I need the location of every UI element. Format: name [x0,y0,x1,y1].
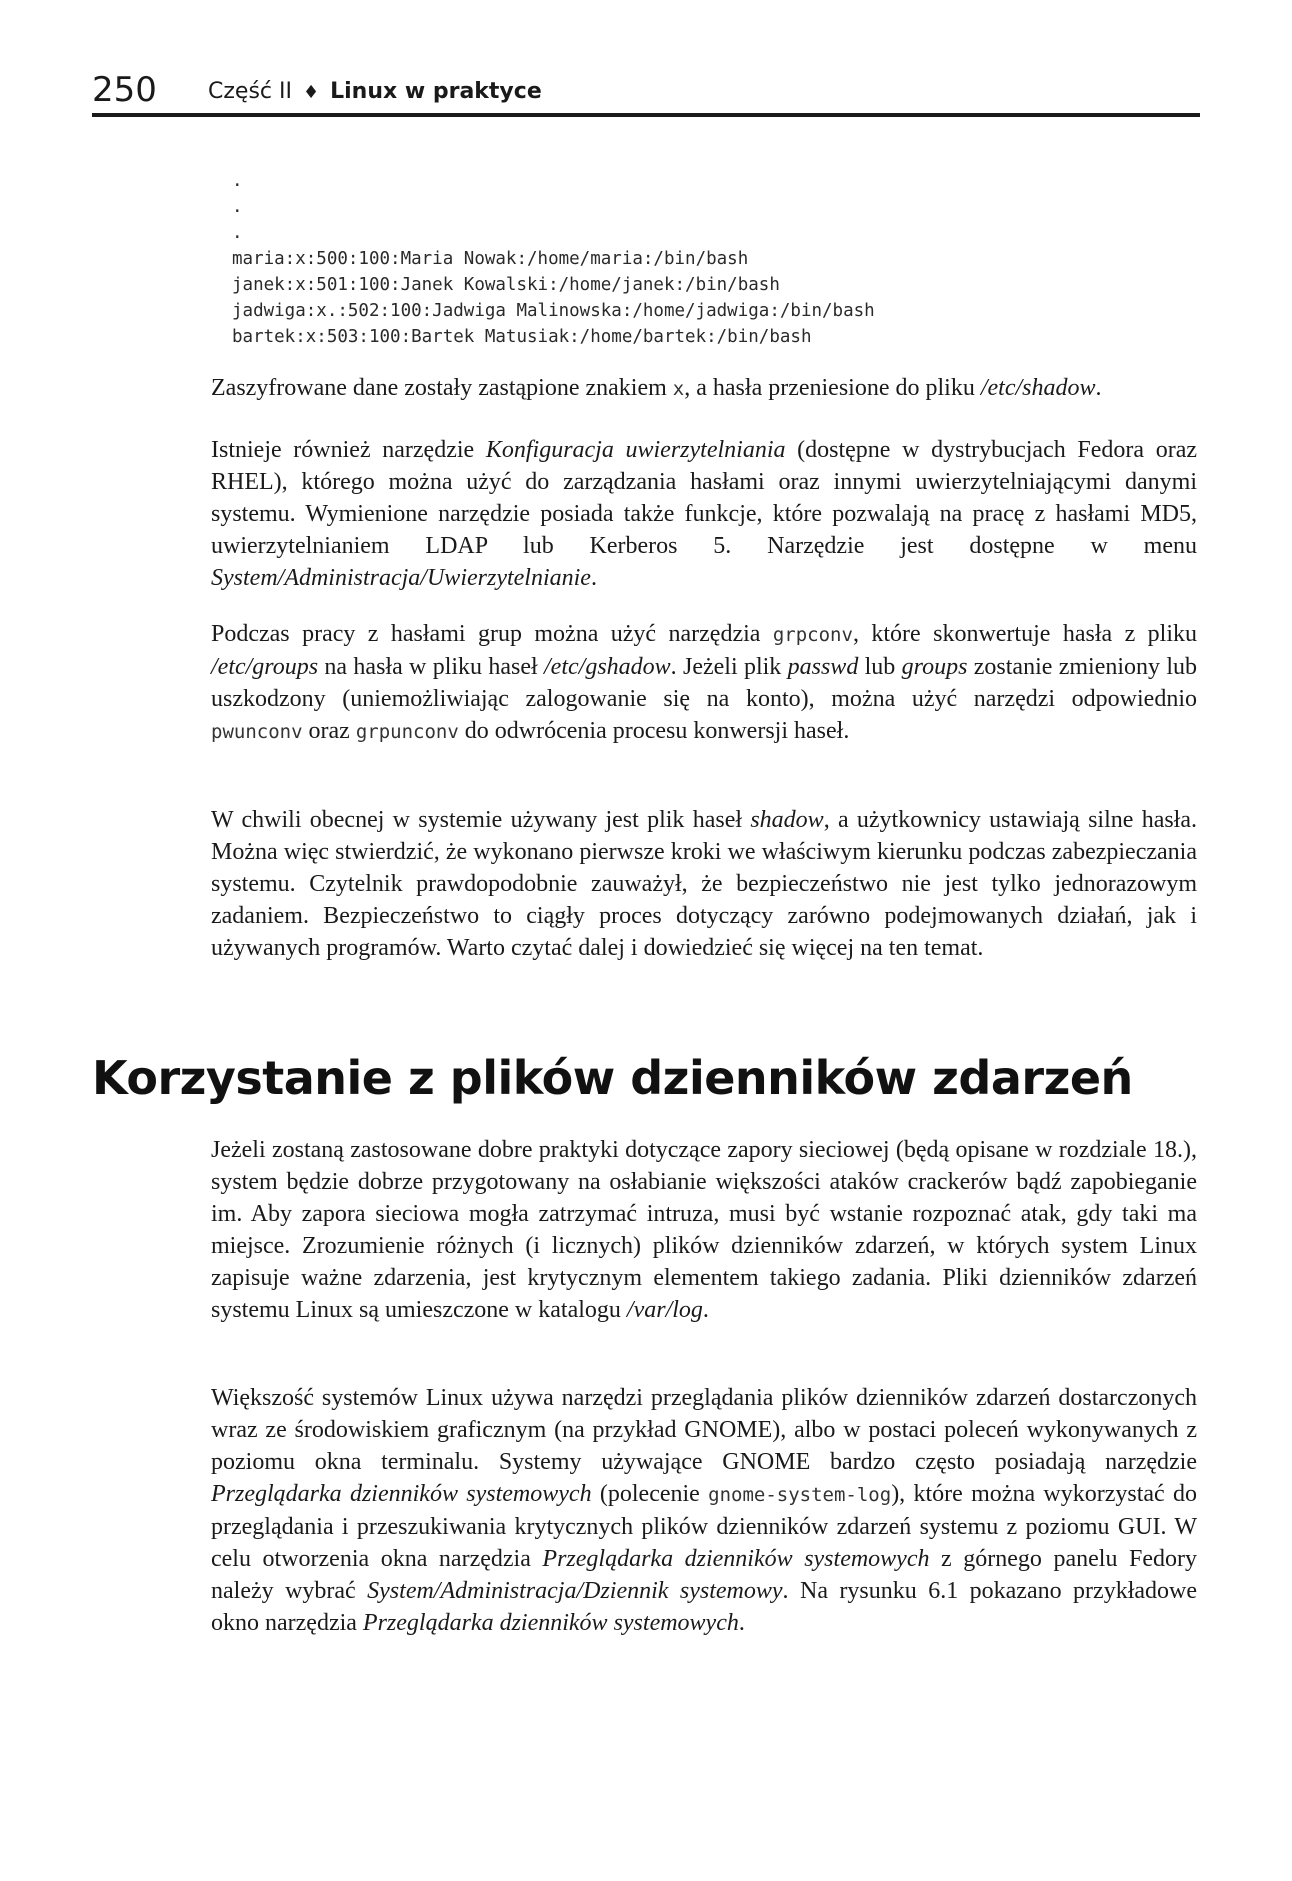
text: Większość systemów Linux używa narzędzi przeglądania plików dzienników zdarzeń dostarczonych wraz ze środowiskiem graficznym (na przykład GNOME), albo w postaci poleceń wykonywanych z poziomu okna terminalu. Systemy używające GNOME bardzo często posiadają narzędzie [211,1385,1197,1475]
file-path: /etc/groups [211,654,319,680]
text: . [702,1297,709,1323]
header-rule [92,113,1200,117]
code-line: maria:x:500:100:Maria Nowak:/home/maria:/bin/bash [232,249,749,269]
tool-name: Przeglądarka dzienników systemowych [542,1546,930,1572]
inline-code: grpconv [772,624,853,646]
code-line: . [232,223,243,243]
file-name: passwd [787,654,859,680]
tool-name: Konfiguracja uwierzytelniania [485,437,786,463]
text: . Jeżeli plik [670,654,788,680]
text: , a hasła przeniesione do pliku [684,375,981,401]
file-path: /etc/gshadow [544,654,671,680]
page-header [92,68,1200,118]
text: W chwili obecnej w systemie używany jest plik haseł [211,807,751,833]
running-head [208,76,542,109]
page-number: 250 [92,70,157,110]
text: . [590,565,597,591]
code-line: . [232,197,243,217]
text: na hasła w pliku haseł [318,654,545,680]
text: do odwrócenia procesu konwersji haseł. [458,718,850,744]
inline-code: pwunconv [211,721,303,743]
menu-path: System/Administracja/Uwierzytelnianie [211,565,591,591]
code-line: bartek:x:503:100:Bartek Matusiak:/home/bartek:/bin/bash [232,327,812,347]
code-line: janek:x:501:100:Janek Kowalski:/home/janek:/bin/bash [232,275,780,295]
paragraph-firewall-logs [211,1134,1197,1326]
paragraph-shadow-info [211,372,1197,405]
text: (dostępne w dystrybucjach Fedora oraz RHEL), którego można użyć do zarządzania hasłami oraz innymi uwierzytelniającymi danymi systemu. Wymienione narzędzie posiada także funkcje, które pozwalają na pracę z hasłami MD5, uwierzytelnianiem LDAP lub Kerberos 5. Narzędzie jest dostępne w menu [211,437,1198,559]
chapter-title: Linux w praktyce [330,79,542,104]
text: , a użytkownicy ustawiają silne hasła. Można więc stwierdzić, że wykonano pierwsze kroki we właściwym kierunku podczas zabezpieczania systemu. Czytelnik prawdopodobnie zauważył, że bezpieczeństwo nie jest tylko jednorazowym zadaniem. Bezpieczeństwo to ciągły proces dotyczący zarówno podejmowanych działań, jak i używanych programów. Warto czytać dalej i dowiedzieć się więcej na ten temat. [211,807,1198,961]
inline-code: x [672,378,685,400]
paragraph-auth-tool [211,434,1197,594]
text: ), które można wykorzystać do przeglądania i przeszukiwania krytycznych plików dzienników zdarzeń systemu z poziomu GUI. W celu otworzenia okna narzędzia [211,1481,1198,1572]
menu-path: System/Administracja/Dziennik systemowy [367,1578,783,1604]
text: zostanie zmieniony lub uszkodzony (uniemożliwiając zalogowanie się na konto), można użyć narzędzi odpowiednio [211,654,1198,712]
section-heading: Korzystanie z plików dzienników zdarzeń [92,1051,1133,1105]
code-line: . [232,171,243,191]
inline-code: gnome-system-log [708,1484,892,1506]
text: . Na rysunku 6.1 pokazano przykładowe okno narzędzia [211,1578,1197,1636]
text: . [1095,375,1102,401]
file-name: groups [901,654,968,680]
text: (polecenie [591,1481,709,1507]
text: Podczas pracy z hasłami grup można użyć narzędzia [211,621,773,647]
diamond-icon: ♦ [302,82,320,103]
paragraph-security-summary [211,804,1197,964]
text: oraz [302,718,356,744]
tool-name: Przeglądarka dzienników systemowych [362,1610,739,1636]
directory-path: /var/log [626,1297,703,1323]
paragraph-log-viewer [211,1382,1197,1639]
text: Zaszyfrowane dane zostały zastąpione znakiem [211,375,673,401]
file-name: shadow [750,807,824,833]
paragraph-group-passwords [211,618,1197,748]
text: Istnieje również narzędzie [211,437,486,463]
text: Jeżeli zostaną zastosowane dobre praktyki dotyczące zapory sieciowej (będą opisane w rozdziale 18.), system będzie dobrze przygotowany na osłabianie większości ataków crackerów bądź zapobieganie im. Aby zapora sieciowa mogła zatrzymać intruza, musi być wstanie rozpoznać atak, gdy taki ma miejsce. Zrozumienie różnych (i licznych) plików dzienników zdarzeń, w których system Linux zapisuje ważne zdarzenia, jest krytycznym elementem takiego zadania. Pliki dzienników zdarzeń systemu Linux są umieszczone w katalogu [211,1137,1197,1323]
passwd-code-block [232,168,875,350]
inline-code: grpunconv [355,721,459,743]
part-label: Część II [208,79,292,104]
text: z górnego panelu Fedory należy wybrać [211,1546,1197,1604]
text: . [738,1610,745,1636]
file-path: /etc/shadow [980,375,1096,401]
text: lub [858,654,902,680]
text: , które skonwertuje hasła z pliku [852,621,1197,647]
code-line: jadwiga:x.:502:100:Jadwiga Malinowska:/home/jadwiga:/bin/bash [232,301,875,321]
tool-name: Przeglądarka dzienników systemowych [211,1481,592,1507]
